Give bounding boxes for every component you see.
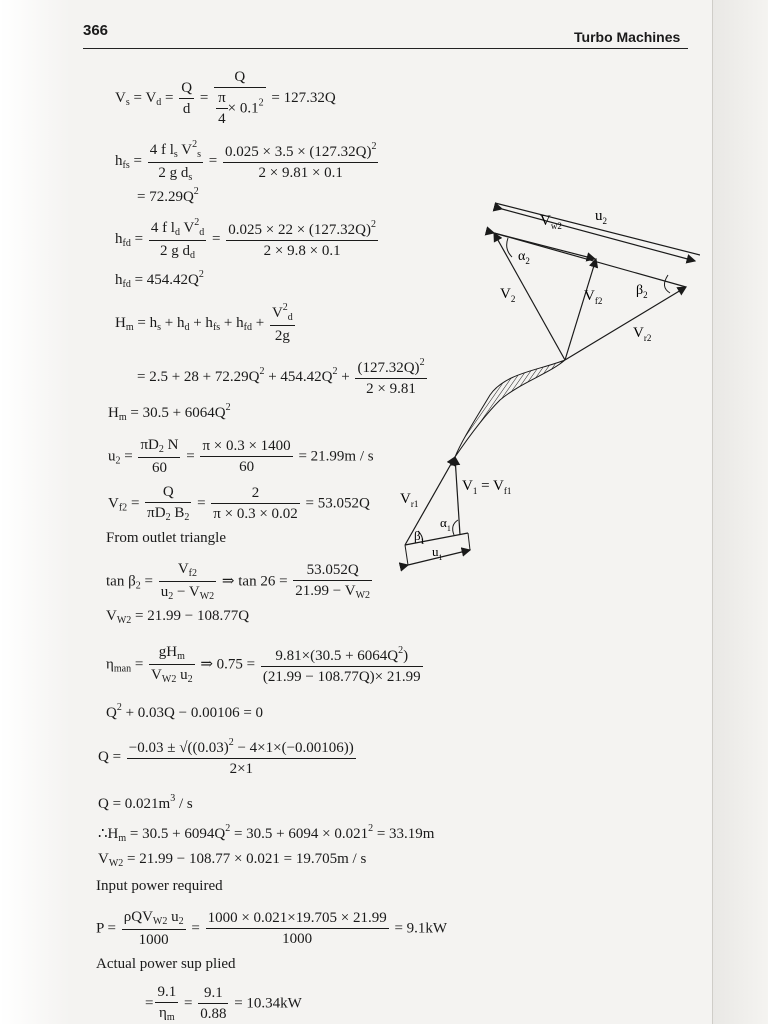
u1-tick-right	[468, 533, 470, 550]
u1-label: $u_1$	[432, 544, 443, 562]
beta2-arc	[664, 275, 670, 293]
alpha2-arc	[507, 238, 512, 257]
eq-q-solution: Q = $\frac{-0.03 \pm √((0.03)^2 - 4\times 1\times(-0.00106))}{2\times 1}$	[98, 737, 354, 777]
eq-u2: $u_2$ = $\frac{\pi D_2 N}{60}$ = $\frac{\pi \times 0.3 \times 1400}{60}$ = 21.99m / s	[108, 437, 374, 476]
eq-vw2-computed: $V_{W2} = 21.99 - 108.77 \times 0.021 = 19.705m / s$	[98, 851, 367, 869]
u2-label: $u_2$	[595, 208, 607, 226]
eq-vf2: $V_{f2}$ = $\frac{Q}{\pi D_2 B_2}$ = $\frac{2}{\pi \times 0.3 \times 0.02}$ = 53.052Q	[108, 484, 370, 523]
beta2-label: $\beta_2$	[636, 283, 648, 300]
eq-hfs-result: = $72.29Q^2$	[137, 186, 199, 205]
running-title: Turbo Machines	[574, 29, 681, 45]
input-power-text: Input power required	[96, 878, 223, 894]
alpha1-label: $\alpha_1$	[440, 515, 451, 533]
eq-q-value: $Q = 0.021m^3 / s$	[98, 793, 193, 812]
eq-vw2: $V_{W2} = 21.99 - 108.77Q$	[106, 608, 250, 626]
velocity-triangle-diagram	[390, 195, 700, 585]
outlet-triangle-text: From outlet triangle	[106, 530, 226, 546]
blade-profile	[455, 360, 565, 457]
eq-hfd-result: $h_{fd} = 454.42Q^2$	[115, 269, 204, 290]
eq-hm-computed: $\therefore H_m = 30.5 + 6094Q^2 = 30.5 + 6094 \times 0.021^2 = 33.19m$	[98, 823, 435, 844]
eq-hfs: $h_{fs}$ = $\frac{4 f l_s V^2_s}{2 g d_s}$ = $\frac{0.025 \times 3.5 \times (127.32Q)^2}{2 \times 9.81 \times 0.1}$	[115, 139, 377, 183]
vw2-label: $V_{w2}$	[540, 213, 562, 231]
outlet-triangle	[494, 203, 700, 360]
vr1-label: $V_{r1}$	[400, 491, 419, 509]
v1-arrow	[455, 457, 460, 535]
eq-hm-values: = $2.5 + 28 + 72.29Q^2 + 454.42Q^2$ + $\frac{(127.32Q)^2}{2 \times 9.81}$	[137, 357, 425, 397]
eq-vs-vd: $V_s = V_d$ = $\frac{Q}{d}$ = Q $\frac{\pi}{4}$ × $0.1^2$ = 127.32Q	[115, 69, 336, 127]
vf2-label: $V_{f2}$	[584, 288, 603, 306]
alpha2-label: $\alpha_2$	[518, 249, 530, 266]
vf2-arrow	[565, 259, 596, 360]
beta1-label: $\beta_1$	[414, 528, 425, 546]
v2-label: $V_2$	[500, 286, 516, 304]
u1-tick-left	[405, 545, 408, 565]
page-margin	[0, 0, 70, 1024]
eq-hm-final: $H_m = 30.5 + 6064Q^2$	[108, 402, 231, 423]
eq-tan-beta2: $\tan \beta_2$ = $\frac{V_{f2}}{u_2 - V_{W2}}$ ⇒ tan 26 = $\frac{53.052Q}{21.99 - V_{W2}}$	[106, 561, 371, 602]
alpha1-arc	[453, 520, 458, 535]
header-rule	[83, 48, 688, 49]
eq-eta-man: $\eta_{man}$ = $gH_m$ $V_{W2}$ $u_2$ ⇒ 0.75 = $\frac{9.81\times(30.5 + 6064Q^2)}{(21.99 - 108.77Q)\times 21.99}$	[106, 644, 421, 685]
facing-page-edge	[712, 0, 768, 1024]
v1-label: $V_1 = V_{f1}$	[462, 478, 512, 496]
eq-quadratic: $Q^2 + 0.03Q - 0.00106 = 0$	[106, 702, 264, 721]
eq-hfd: $h_{fd}$ = $\frac{4 f l_d V^2_d}{2 g d_d}$ = $\frac{0.025 \times 22 \times (127.32Q)^2}{2 \times 9.8 \times 0.1}$	[115, 217, 377, 261]
eq-power: P = ρQV$_{W2}$ $u_2$ 1000 = $\frac{1000 \times 0.021\times 19.705 \times 21.99}{1000}$ = 9.1kW	[96, 909, 448, 948]
vr2-label: $V_{r2}$	[633, 325, 652, 343]
page-number: 366	[83, 22, 109, 39]
actual-power-text: Actual power sup plied	[96, 956, 236, 972]
eq-hm-sum: $H_m = h_s + h_d + h_{fs} + h_{fd}$ + $\frac{V^2_d}{2g}$	[115, 302, 293, 344]
eq-actual-power: = $\frac{9.1}{\eta_m}$ = $\frac{9.1}{0.88}$ = 10.34kW	[145, 984, 302, 1023]
